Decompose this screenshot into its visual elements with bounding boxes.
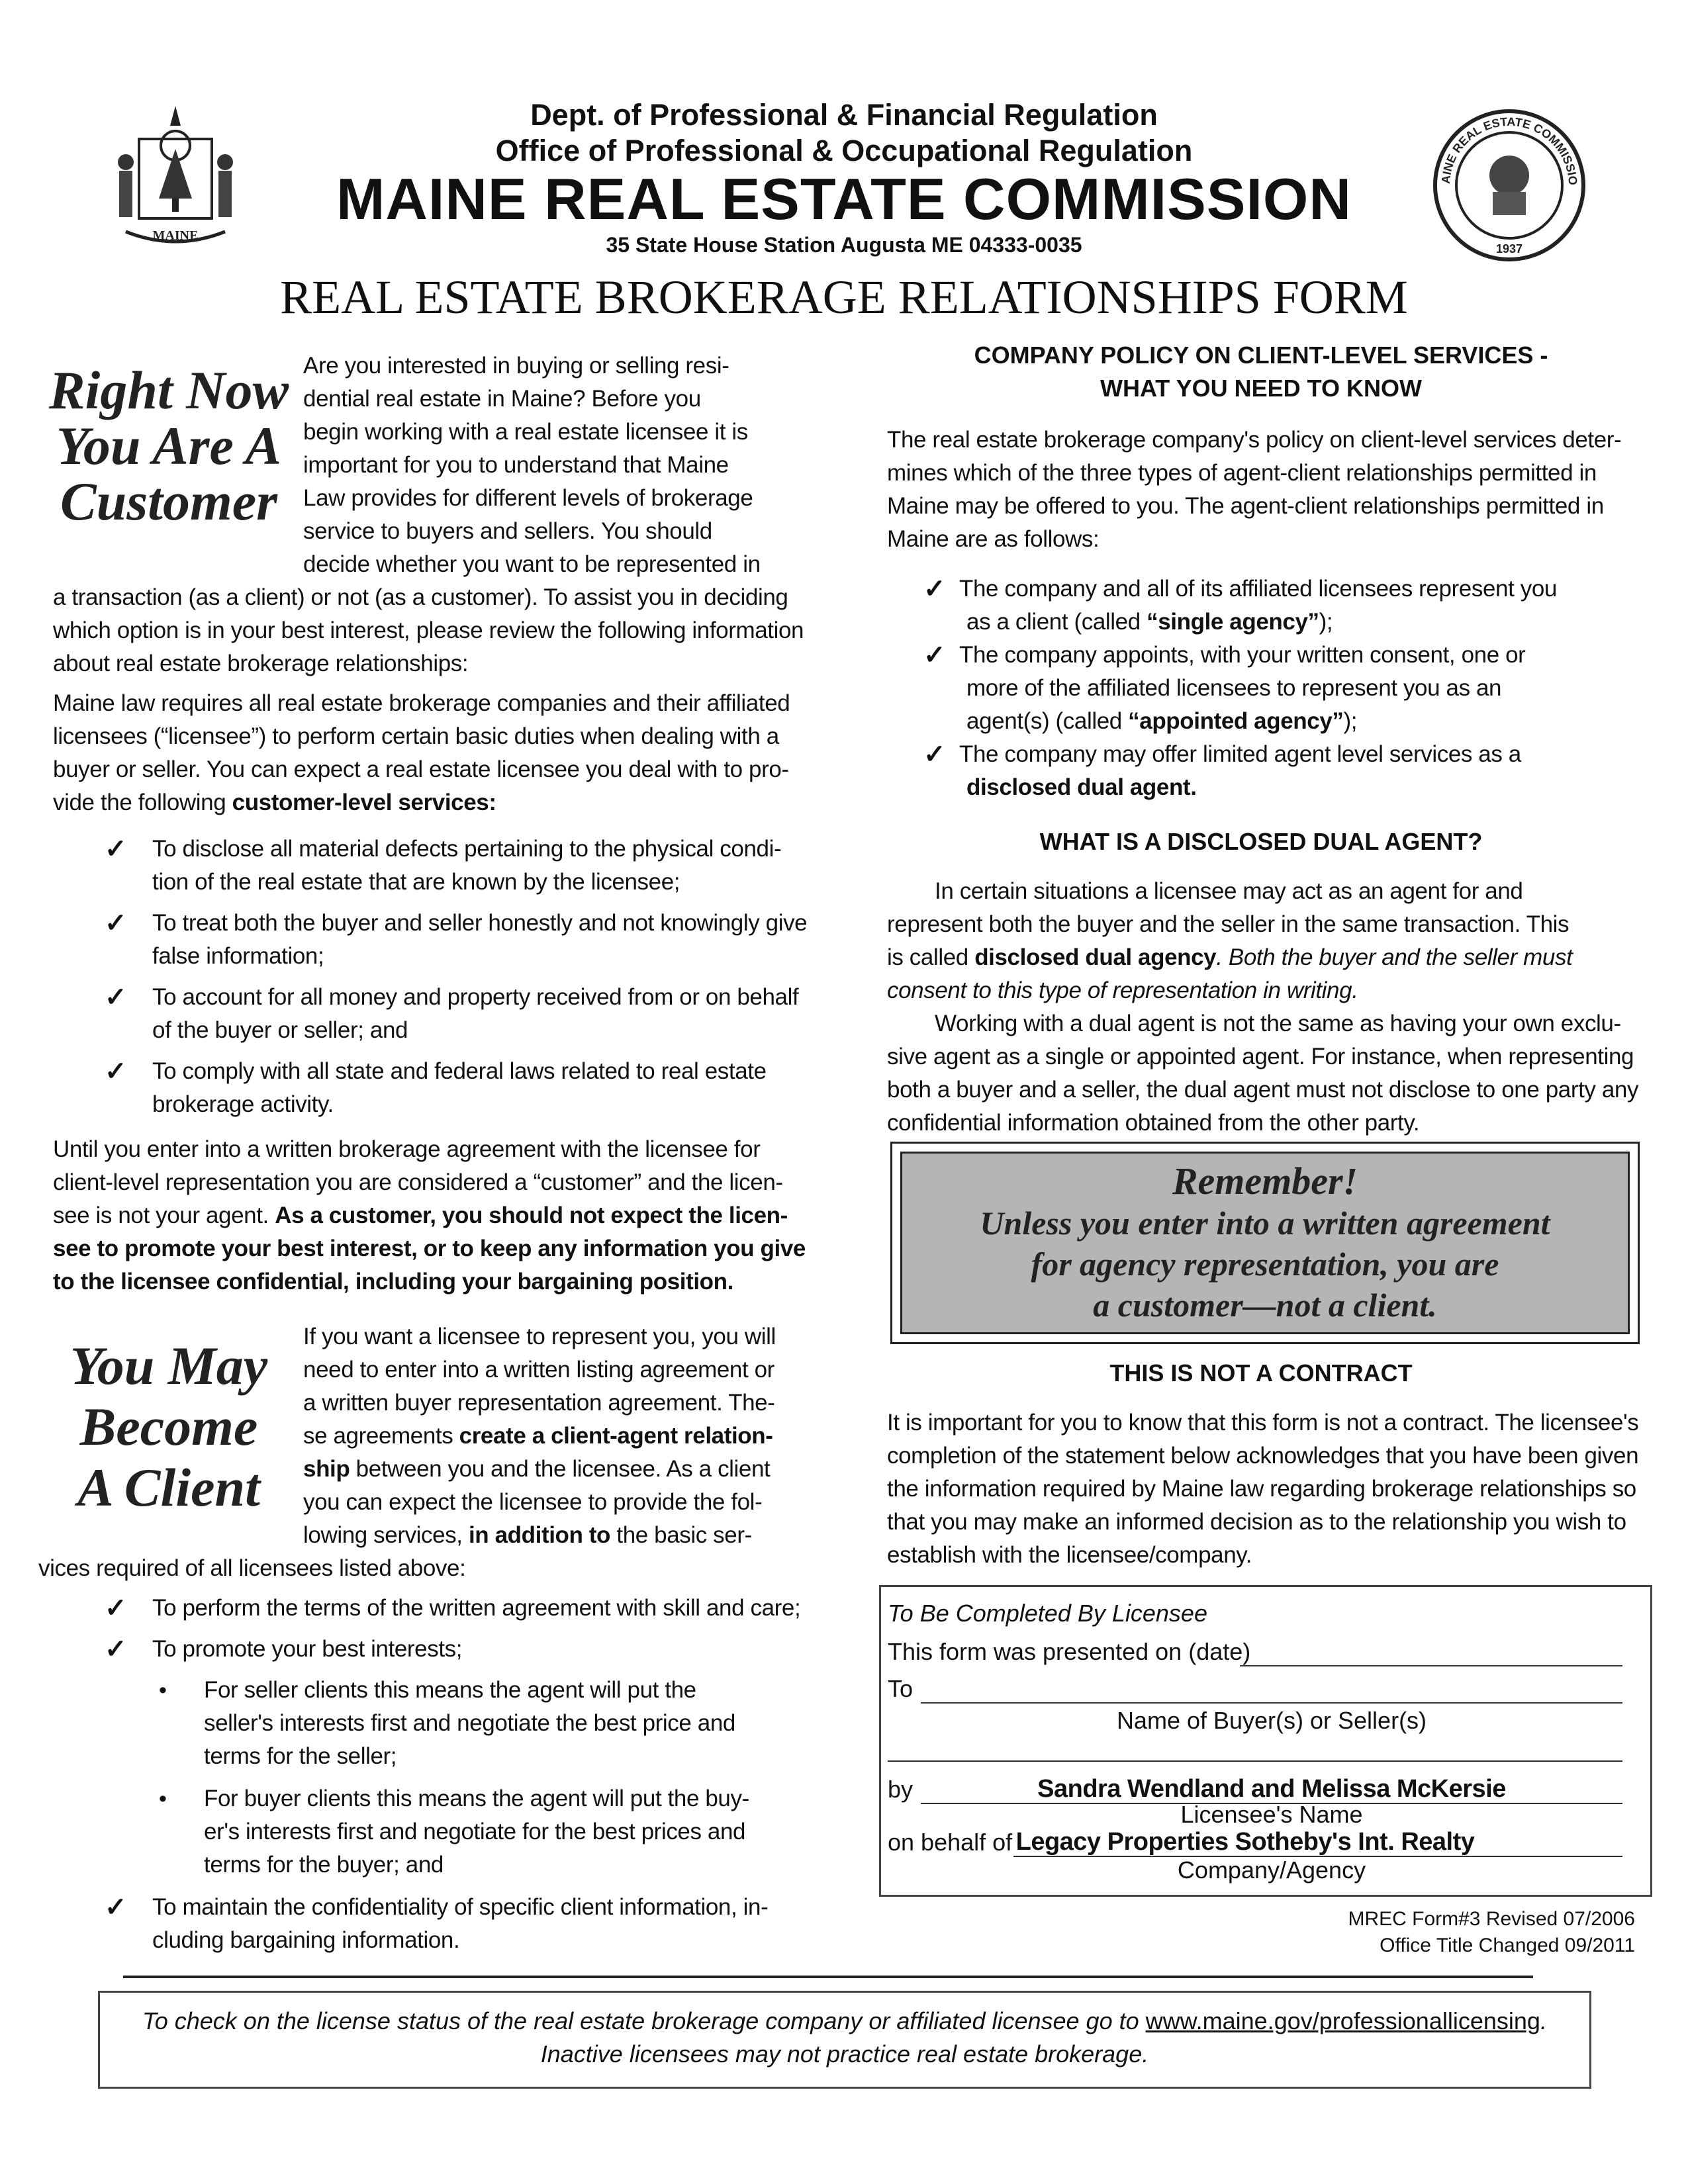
svg-text:MAINE REAL ESTATE COMMISSION: AINE REAL ESTATE COMMISSIO (1438, 114, 1580, 186)
bullet-icon: • (159, 1678, 167, 1703)
company-policy-heading: COMPANY POLICY ON CLIENT-LEVEL SERVICES - WHAT YOU NEED TO KNOW (974, 341, 1548, 402)
list-item: ✓ To account for all money and property received from or on behalf of the buyer or seller; and (53, 981, 821, 1047)
office-name: Office of Professional & Occupational Regulation (495, 134, 1193, 167)
not-contract-heading: THIS IS NOT A CONTRACT (1109, 1359, 1413, 1387)
to-label: To (888, 1675, 914, 1702)
by-label: by (888, 1776, 914, 1803)
on-behalf-label: on behalf of (888, 1829, 1013, 1856)
department-name: Dept. of Professional & Financial Regulation (530, 98, 1158, 132)
footer-divider (123, 1976, 1533, 1978)
checkmark-icon: ✓ (105, 983, 127, 1012)
list-item: ✓ To comply with all state and federal laws related to real estate brokerage activity. (53, 1055, 821, 1121)
checkmark-icon: ✓ (105, 1594, 127, 1623)
dual-agent-heading: WHAT IS A DISCLOSED DUAL AGENT? (1039, 828, 1483, 855)
customer-intro: Are you interested in buying or selling resi- dential real estate in Maine? Before you begin working with a real estate licensee it is important for you to understand that Maine Law provides for different levels of brokerage service to buyers and sellers. You should decide whether you want to be represented in (303, 353, 761, 577)
remember-title: Remember! (1172, 1160, 1358, 1203)
list-item: ✓ To promote your best interests; (53, 1633, 821, 1666)
heading-right-now-customer: Right Now You Are A Customer (48, 360, 289, 531)
presented-date-label: This form was presented on (date) (888, 1638, 1251, 1665)
checkmark-icon: ✓ (105, 909, 127, 938)
heading-you-may-become-client: You May Become A Client (70, 1336, 268, 1518)
commission-name: MAINE REAL ESTATE COMMISSION (336, 166, 1352, 232)
remember-callout (890, 1142, 1640, 1344)
list-item: ✓ The company and all of its affiliated licensees represent you as a client (called “single agency”); (887, 572, 1648, 639)
blank-line (888, 1760, 1622, 1762)
form-title: REAL ESTATE BROKERAGE RELATIONSHIPS FORM (280, 271, 1408, 324)
licensee-name-value: Sandra Wendland and Melissa McKersie (1037, 1775, 1506, 1803)
checkmark-icon: ✓ (105, 1893, 127, 1922)
list-item: • For buyer clients this means the agent will put the buy- er's interests first and negotiate for the best prices and terms for the buyer; and (53, 1782, 821, 1882)
list-item: • For seller clients this means the agent will put the seller's interests first and negotiate the best price and terms for the seller; (53, 1674, 821, 1773)
form-revision-info: MREC Form#3 Revised 07/2006 Office Title Changed 09/2011 (1348, 1908, 1635, 1956)
checkmark-icon: ✓ (923, 740, 946, 769)
checkmark-icon: ✓ (105, 835, 127, 864)
licensee-completion-box (879, 1585, 1652, 1897)
customer-intro-continued: a transaction (as a client) or not (as a customer). To assist you in deciding which option is in your best interest, please review the following information about real estate brokerage relationships: Maine law requires all real estate brokerage companies and their affiliated licensees (“licensee”) to perform certain basic duties when dealing with a buyer or seller. You can expect a real estate licensee you deal with to pro- vide the following customer-level services: (53, 584, 804, 815)
not-contract-text: It is important for you to know that this form is not a contract. The licensee's completion of the statement below acknowledges that you have been given the information required by Maine law regarding brokerage relationships so that you may make an informed decision as to the relationship you wish to establish with the licensee/company. (887, 1410, 1639, 1568)
list-item: ✓ To perform the terms of the written agreement with skill and care; (53, 1592, 821, 1625)
remember-body: Unless you enter into a written agreement for agency representation, you are a customer—not a client. (980, 1205, 1550, 1324)
list-item: ✓ To treat both the buyer and seller honestly and not knowingly give false information; (53, 907, 821, 973)
company-policy-text: The real estate brokerage company's policy on client-level services deter- mines which of the three types of agent-client relationships permitted in Maine may be offered to you. The agent-client relationships permitted in Maine are as follows: (887, 427, 1622, 552)
buyer-seller-name-field[interactable] (921, 1702, 1622, 1704)
checkmark-icon: ✓ (105, 1635, 127, 1664)
client-services-list (53, 1592, 821, 1965)
checkmark-icon: ✓ (923, 574, 946, 604)
list-item: ✓ To maintain the confidentiality of specific client information, in- cluding bargaining information. (53, 1891, 821, 1957)
company-caption: Company/Agency (1177, 1856, 1366, 1884)
buyer-seller-caption: Name of Buyer(s) or Seller(s) (1116, 1707, 1427, 1734)
list-item: ✓ The company may offer limited agent level services as a disclosed dual agent. (887, 738, 1648, 804)
licensee-box-title: To Be Completed By Licensee (888, 1600, 1207, 1627)
customer-services-list (53, 833, 821, 1129)
customer-warning: Until you enter into a written brokerage agreement with the licensee for client-level representation you are considered a “customer” and the licen- see is not your agent. As a customer, you should not expect the licen- see to promote your best interest, or to keep any information you give to the licensee confidential, including your bargaining position. (53, 1136, 806, 1295)
presented-date-field[interactable] (1240, 1665, 1622, 1666)
client-intro-continued: vices required of all licensees listed above: (38, 1555, 466, 1581)
company-name-value: Legacy Properties Sotheby's Int. Realty (1015, 1828, 1475, 1856)
licensee-name-caption: Licensee's Name (1180, 1801, 1363, 1828)
client-intro: If you want a licensee to represent you, you will need to enter into a written listing agreement or a written buyer representation agreement. The- se agreements create a client-agent relation- ship between you and the licensee. As a client you can expect the licensee to provide the fol- lowing services, in addition to the basic ser- (303, 1324, 776, 1548)
svg-text:MAINE: MAINE (152, 228, 199, 243)
license-status-footer: To check on the license status of the real estate brokerage company or affiliated licensee go to www.maine.gov/professionallicensing. Inactive licensees may not practice real estate brokerage. (98, 1991, 1591, 2089)
agency-options-list (887, 572, 1648, 804)
bullet-icon: • (159, 1786, 167, 1811)
svg-text:1937: 1937 (1495, 242, 1523, 255)
commission-address: 35 State House Station Augusta ME 04333-0035 (606, 233, 1082, 257)
license-lookup-link[interactable]: www.maine.gov/professionallicensing (1145, 2007, 1540, 2034)
checkmark-icon: ✓ (923, 641, 946, 670)
list-item: ✓ The company appoints, with your written consent, one or more of the affiliated licensees to represent you as an agent(s) (called “appointed agency”); (887, 639, 1648, 738)
list-item: ✓ To disclose all material defects pertaining to the physical condi- tion of the real estate that are known by the licensee; (53, 833, 821, 899)
dual-agent-text: In certain situations a licensee may act as an agent for and represent both the buyer and the seller in the same transaction. This is called disclosed dual agency. Both the buyer and the seller must consent to this type of representation in writing. Working with a dual agent is not the same as having your own exclu- sive agent as a single or appointed agent. For instance, when representing both a buyer and a seller, the dual agent must not disclose to one party any confidential information obtained from the other party. (887, 878, 1639, 1136)
commission-seal-icon (1430, 106, 1589, 265)
checkmark-icon: ✓ (105, 1057, 127, 1086)
